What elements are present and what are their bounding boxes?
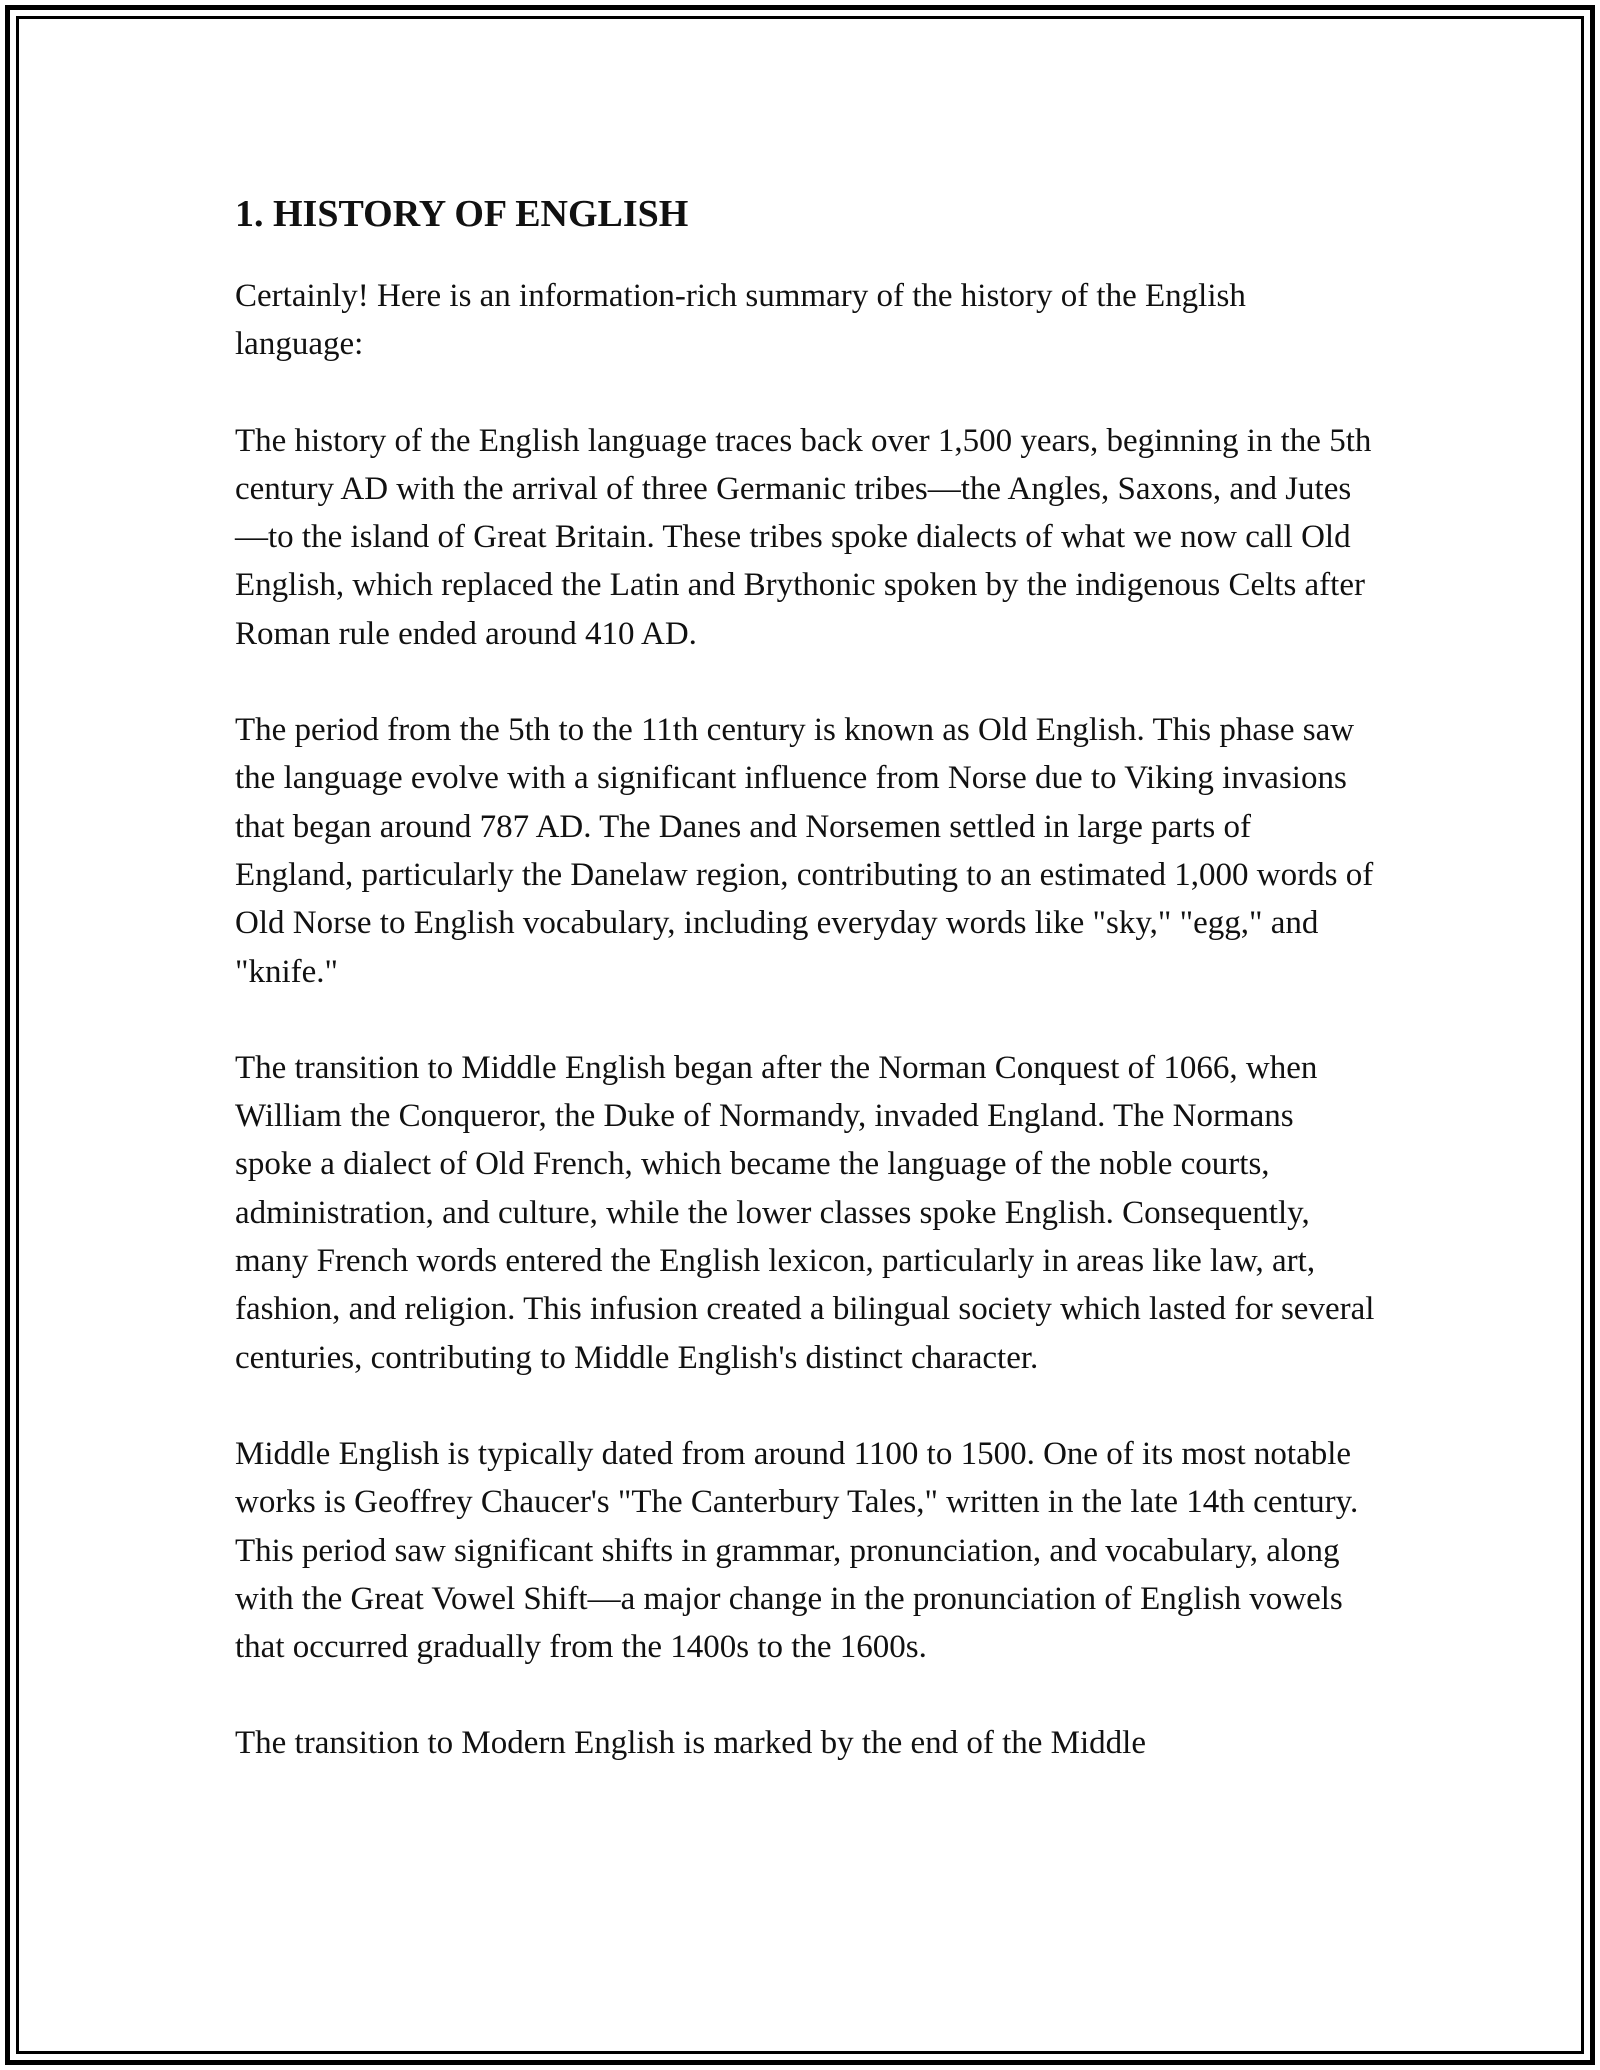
document-content <box>235 190 1375 1816</box>
paragraph-old-english: The period from the 5th to the 11th century is known as Old English. This phase saw the language evolve with a significant influence from Norse due to Viking invasions that began around 787 AD. The Danes and Norsemen settled in large parts of England, particularly the Danelaw region, contributing to an estimated 1,000 words of Old Norse to English vocabulary, including everyday words like "sky," "egg," and "knife." <box>235 712 1374 990</box>
paragraph-norman-conquest: The transition to Middle English began after the Norman Conquest of 1066, when William the Conqueror, the Duke of Normandy, invaded England. The Normans spoke a dialect of Old French, which became the language of the noble courts, administration, and culture, while the lower classes spoke English. Consequently, many French words entered the English lexicon, particularly in areas like law, art, fashion, and religion. This infusion created a bilingual society which lasted for several centuries, contributing to Middle English's distinct character. <box>235 1049 1375 1376</box>
paragraph-middle-english: Middle English is typically dated from around 1100 to 1500. One of its most notable works is Geoffrey Chaucer's "The Canterbury Tales," written in the late 14th century. This period saw significant shifts in grammar, pronunciation, and vocabulary, along with the Great Vowel Shift—a major change in the pronunciation of English vowels that occurred gradually from the 1400s to the 1600s. <box>235 1435 1359 1666</box>
paragraph-origins: The history of the English language traces back over 1,500 years, beginning in the 5th century AD with the arrival of three Germanic tribes—the Angles, Saxons, and Jutes—to the island of Great Britain. These tribes spoke dialects of what we now call Old English, which replaced the Latin and Brythonic spoken by the indigenous Celts after Roman rule ended around 410 AD. <box>235 422 1372 652</box>
paragraph-intro: Certainly! Here is an information-rich summary of the history of the English language: <box>235 278 1246 363</box>
paragraph-modern-english: The transition to Modern English is marked by the end of the Middle <box>235 1725 1146 1762</box>
section-heading: 1. HISTORY OF ENGLISH <box>235 193 689 235</box>
